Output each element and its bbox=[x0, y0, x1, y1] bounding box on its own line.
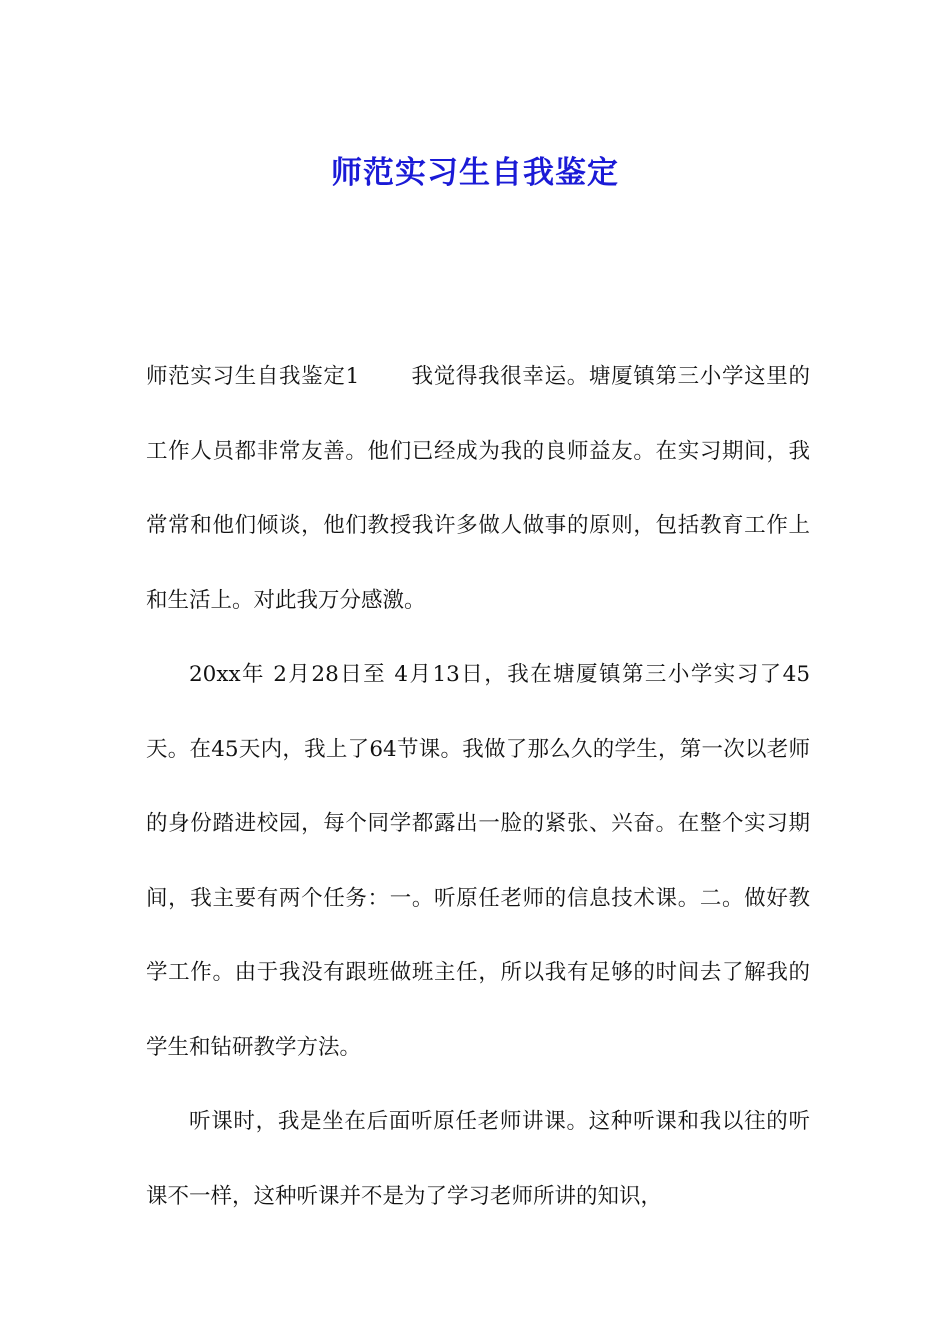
paragraph-1-text: 我觉得我很幸运。塘厦镇第三小学这里的工作人员都非常友善。他们已经成为我的良师益友。在实习期间，我常常和他们倾谈，他们教授我许多做人做事的原则，包括教育工作上和生活上。对此我万分感激。 bbox=[146, 364, 810, 613]
document-title: 师范实习生自我鉴定 bbox=[331, 154, 619, 191]
paragraph-1 bbox=[146, 340, 810, 638]
paragraph-3: 听课时，我是坐在后面听原任老师讲课。这种听课和我以往的听课不一样，这种听课并不是为了学习老师所讲的知识， bbox=[146, 1109, 810, 1209]
document-body bbox=[146, 340, 810, 1234]
section-heading: 师范实习生自我鉴定1 bbox=[146, 364, 360, 389]
paragraph-2: 20xx年 2月28日至 4月13日，我在塘厦镇第三小学实习了45天。在45天内，我上了64节课。我做了那么久的学生，第一次以老师的身份踏进校园，每个同学都露出一脸的紧张、兴奋。在整个实习期间，我主要有两个任务：一。听原任老师的信息技术课。二。做好教学工作。由于我没有跟班做班主任，所以我有足够的时间去了解我的学生和钻研教学方法。 bbox=[146, 662, 810, 1060]
